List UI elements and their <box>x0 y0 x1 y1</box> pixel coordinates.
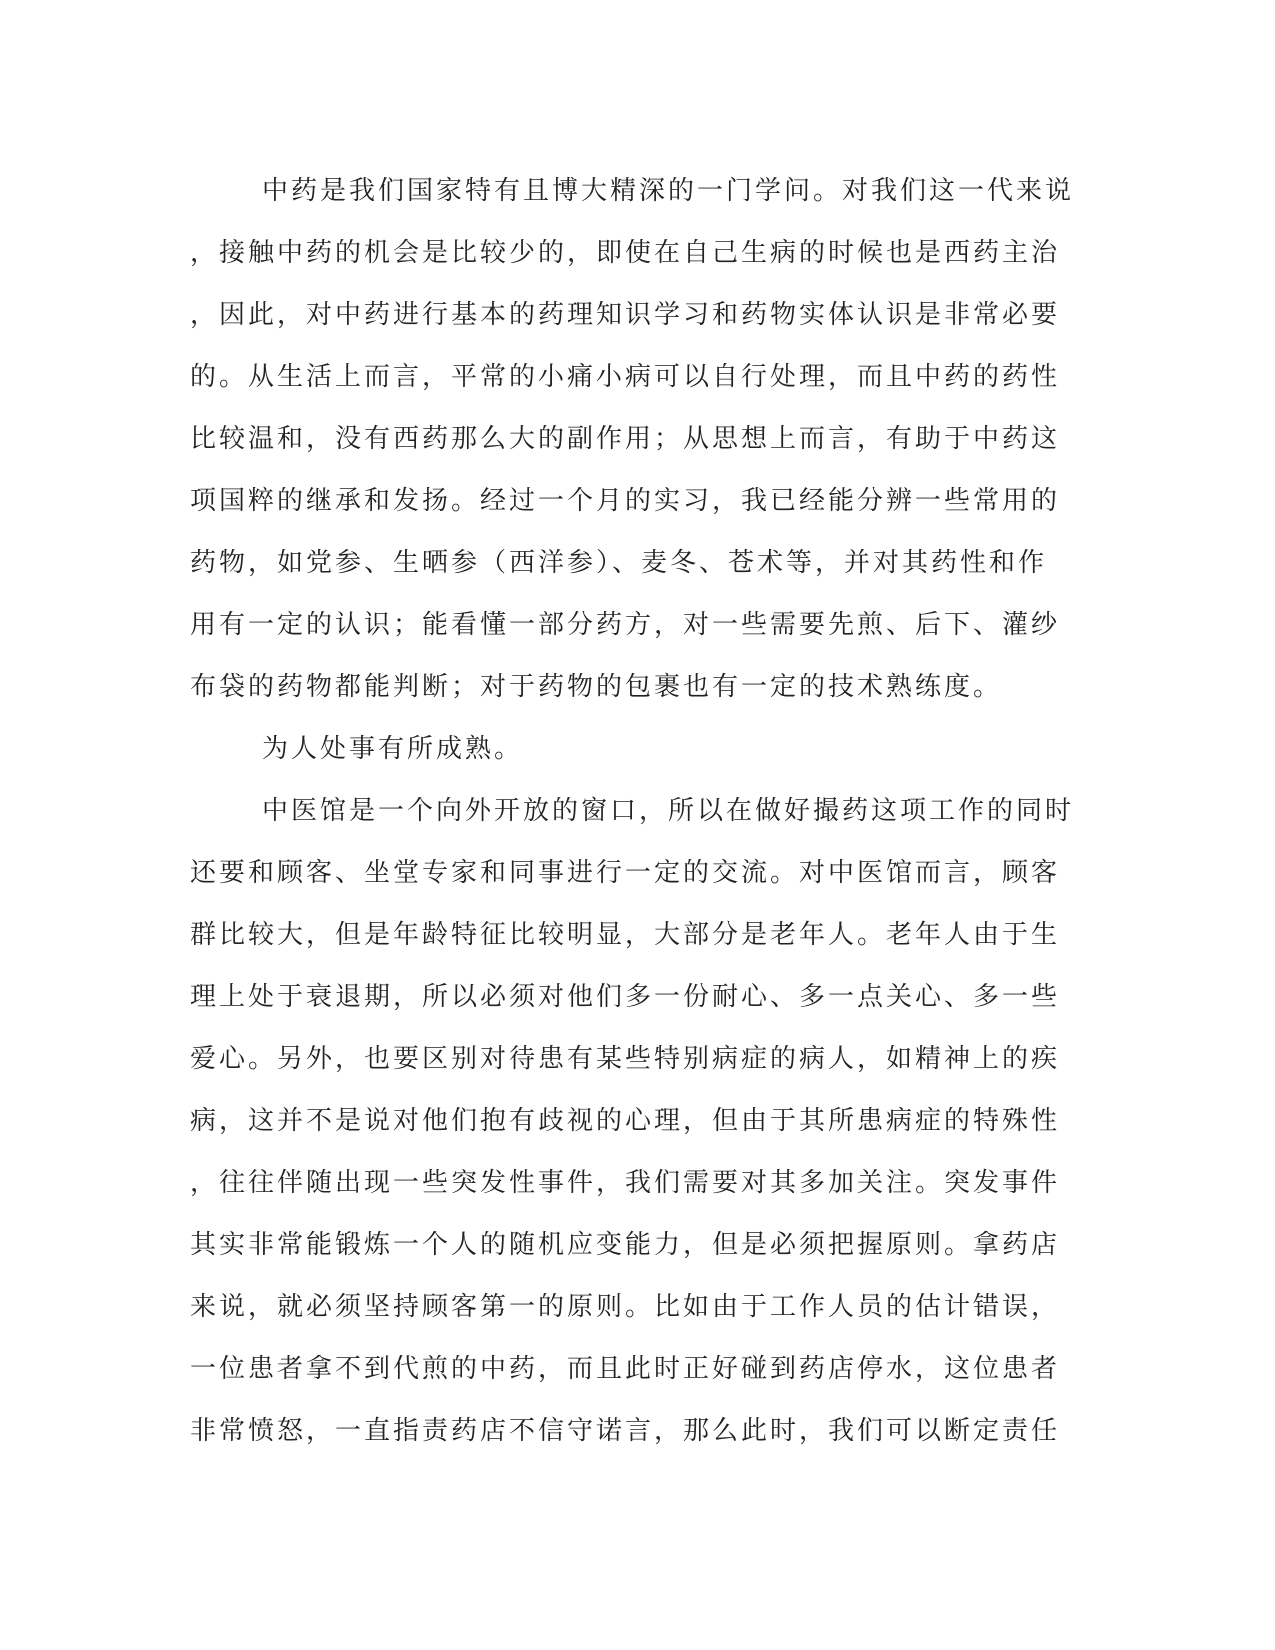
text-line: ，因此，对中药进行基本的药理知识学习和药物实体认识是非常必要 <box>190 300 1061 330</box>
text-line: 用有一定的认识；能看懂一部分药方，对一些需要先煎、后下、灌纱 <box>190 610 1061 640</box>
text-line: 一位患者拿不到代煎的中药，而且此时正好碰到药店停水，这位患者 <box>190 1354 1061 1384</box>
text-line: 中药是我们国家特有且博大精深的一门学问。对我们这一代来说 <box>262 176 1075 206</box>
text-line: 为人处事有所成熟。 <box>262 734 524 764</box>
document-body <box>190 160 1075 1462</box>
paragraph-3 <box>190 780 1075 1462</box>
text-line: 药物，如党参、生晒参（西洋参）、麦冬、苍术等，并对其药性和作 <box>190 548 1048 578</box>
text-line: 来说，就必须坚持顾客第一的原则。比如由于工作人员的估计错误， <box>190 1292 1061 1322</box>
paragraph-1 <box>190 160 1075 718</box>
text-line: 项国粹的继承和发扬。经过一个月的实习，我已经能分辨一些常用的 <box>190 486 1061 516</box>
text-line: 中医馆是一个向外开放的窗口，所以在做好撮药这项工作的同时 <box>262 796 1075 826</box>
text-line: 非常愤怒，一直指责药店不信守诺言，那么此时，我们可以断定责任 <box>190 1416 1061 1446</box>
text-line: 比较温和，没有西药那么大的副作用；从思想上而言，有助于中药这 <box>190 424 1061 454</box>
text-line: 爱心。另外，也要区别对待患有某些特别病症的病人，如精神上的疾 <box>190 1044 1061 1074</box>
text-line: 理上处于衰退期，所以必须对他们多一份耐心、多一点关心、多一些 <box>190 982 1061 1012</box>
text-line: 病，这并不是说对他们抱有歧视的心理，但由于其所患病症的特殊性 <box>190 1106 1061 1136</box>
text-line: ，接触中药的机会是比较少的，即使在自己生病的时候也是西药主治 <box>190 238 1061 268</box>
text-line: 布袋的药物都能判断；对于药物的包裹也有一定的技术熟练度。 <box>190 672 1003 702</box>
text-line: 其实非常能锻炼一个人的随机应变能力，但是必须把握原则。拿药店 <box>190 1230 1061 1260</box>
text-line: ，往往伴随出现一些突发性事件，我们需要对其多加关注。突发事件 <box>190 1168 1061 1198</box>
text-line: 群比较大，但是年龄特征比较明显，大部分是老年人。老年人由于生 <box>190 920 1061 950</box>
text-line: 的。从生活上而言，平常的小痛小病可以自行处理，而且中药的药性 <box>190 362 1061 392</box>
text-line: 还要和顾客、坐堂专家和同事进行一定的交流。对中医馆而言，顾客 <box>190 858 1061 888</box>
paragraph-2 <box>190 718 1070 780</box>
